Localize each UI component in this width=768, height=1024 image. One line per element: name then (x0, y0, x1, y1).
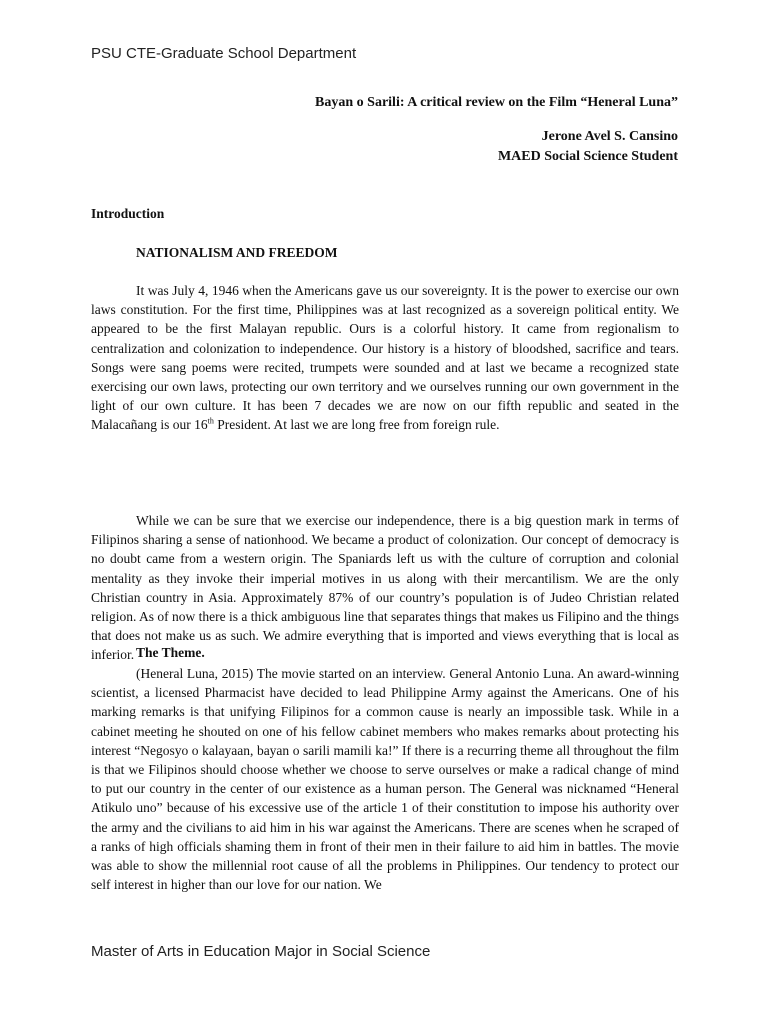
paragraph-1-end: President. At last we are long free from foreign rule. (213, 417, 500, 433)
paragraph-3: (Heneral Luna, 2015) The movie started on an interview. General Antonio Luna. An award-winning scientist, a licensed Pharmacist have decided to lead Philippine Army against the Americans. One of his marking remarks is that unifying Filipinos for a common cause is nearly an impossible task. While in a cabinet meeting he shouted on one of his fellow cabinet members who makes remarks about protecting his interest “Negosyo o kalayaan, bayan o sarili mamili ka!” If there is a recurring theme all throughout the film is that we Filipinos should choose whether we choose to serve ourselves or make a radical change of mind to put our country in the center of our existence as a human person. The General was nicknamed “Heneral Atikulo uno” because of his excessive use of the article 1 of their constitution to impose his authority over the army and the civilians to aid him in his war against the Americans. There are scenes when he scraped of a ranks of high officials shaming them in front of their men in their failure to aid him in battles. The movie was able to show the millennial root cause of all the problems in Philippines. Our tendency to protect our self interest in higher than our love for our nation. We (91, 666, 679, 893)
page-header: PSU CTE-Graduate School Department (91, 45, 357, 62)
author-role: MAED Social Science Student (497, 149, 678, 164)
page-footer: Master of Arts in Education Major in Social Science (91, 943, 431, 960)
author-name: Jerone Avel S. Cansino (541, 129, 678, 144)
ordinal-suffix: th (207, 416, 214, 426)
paragraph-1-text: It was July 4, 1946 when the Americans gave us our sovereignty. It is the power to exercise our own laws constitution. For the first time, Philippines was at last recognized as a sovereign political entity. We appeared to be the first Malayan republic. Ours is a colorful history. It came from regionalism to centralization and colonization to independence. Our history is a history of bloodshed, sacrifice and tears. Songs were sang poems were recited, trumpets were sounded and at last we became a recognized state exercising our own laws, protecting our own territory and we ourselves running our own government in the light of our own culture. It has been 7 decades we are now on our fifth republic and seated in the Malacañang is our 16 (91, 283, 679, 433)
paragraph-1 (91, 281, 679, 435)
section-heading-theme: The Theme. (136, 645, 205, 660)
document-title: Bayan o Sarili: A critical review on the Film “Heneral Luna” (315, 95, 678, 110)
paragraph-2: While we can be sure that we exercise our independence, there is a big question mark in terms of Filipinos sharing a sense of nationhood. We became a product of colonization. Our concept of democracy is no doubt came from a western origin. The Spaniards left us with the culture of corruption and colonial mentality as they invoke their imperial motives in us along with their mercantilism. We are the only Christian country in Asia. Approximately 87% of our country’s population is of Judeo Christian related religion. As of now there is a thick ambiguous line that separates things that makes us Filipino and the things that does not make us as such. We admire everything that is imported and views everything that is local as inferior. (91, 513, 679, 663)
author-block (90, 127, 678, 167)
section-heading-nationalism: NATIONALISM AND FREEDOM (136, 245, 338, 260)
section-heading-introduction: Introduction (91, 206, 165, 221)
